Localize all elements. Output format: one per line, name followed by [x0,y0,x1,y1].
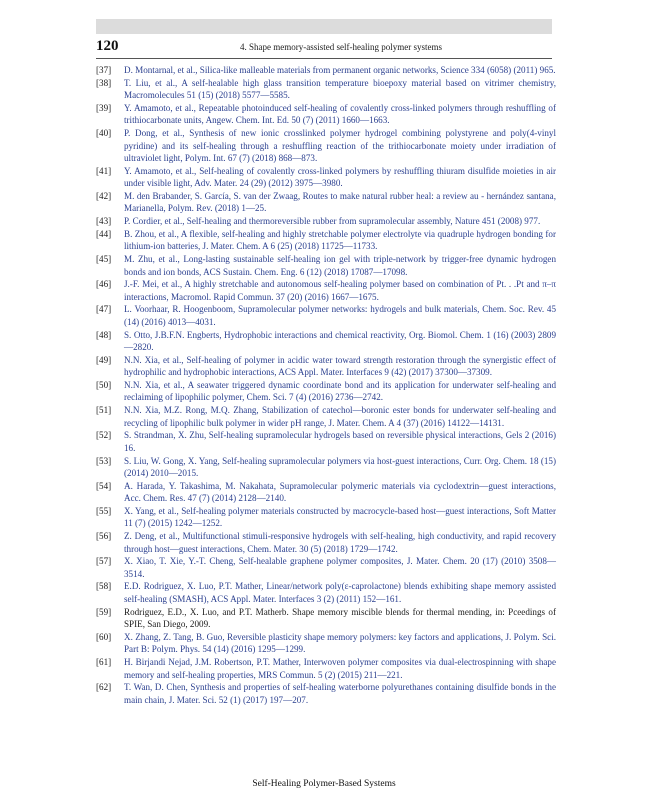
reference-number: [55] [96,505,112,516]
page-number: 120 [96,38,119,54]
reference-number: [60] [96,631,112,642]
reference-number: [57] [96,556,112,567]
reference-link[interactable]: H. Birjandi Nejad, J.M. Robertson, P.T. Mather, Interwoven polymer composites via dual-electrospinning with shape memory and self-healing properties, MRS Commun. 5 (2) (2015) 211—221. [124,657,556,680]
reference-number: [47] [96,304,112,315]
reference-number: [54] [96,480,112,491]
reference-text: Rodriguez, E.D., X. Luo, and P.T. Matherb. Shape memory miscible blends for thermal mending, in: Pceedings of SPIE, San Diego, 2009. [124,606,556,630]
reference-item[interactable] [96,215,556,228]
reference-item[interactable] [96,455,556,480]
reference-link[interactable]: M. Zhu, et al., Long-lasting sustainable self-healing ion gel with triple-network by trigger-free dynamic hydrogen bonds and ion bonds, ACS Sustain. Chem. Eng. 6 (12) (2018) 17087—17098. [124,254,556,277]
reference-item[interactable] [96,429,556,454]
reference-number: [38] [96,77,112,88]
reference-link[interactable]: Y. Amamoto, et al., Repeatable photoinduced self-healing of covalently cross-linked polymers through reshuffling of trithiocarbonate units, Angew. Chem. Int. Ed. 50 (7) (2011) 1660—1663. [124,102,556,126]
reference-link[interactable]: S. Liu, W. Gong, X. Yang, Self-healing supramolecular polymers via host-guest interactions, Curr. Org. Chem. 18 (15) (2014) 2010—2015. [124,455,556,478]
reference-link[interactable]: N.N. Xia, et al., A seawater triggered dynamic coordinate bond and its application for underwater self-healing and reclaiming of lipophilic polymer, Chem. Sci. 7 (4) (2016) 2736—2742. [124,379,556,403]
reference-item[interactable] [96,102,556,127]
reference-link[interactable]: L. Voorhaar, R. Hoogenboom, Supramolecular polymer networks: hydrogels and bulk materials, Chem. Soc. Rev. 45 (14) (2016) 4013—4031. [124,304,556,327]
reference-link[interactable]: T. Wan, D. Chen, Synthesis and properties of self-healing waterborne polyurethanes containing disulfide bonds in the main chain, J. Mater. Sci. 52 (1) (2017) 197—207. [124,682,556,705]
reference-link[interactable]: B. Zhou, et al., A flexible, self-healing and highly stretchable polymer electrolyte via quadruple hydrogen bonding for lithium-ion batteries, J. Mater. Chem. A 6 (25) (2018) 11725—11733. [124,228,556,252]
reference-item[interactable] [96,253,556,278]
reference-number: [43] [96,216,112,227]
reference-link[interactable]: T. Liu, et al., A self-healable high glass transition temperature bioepoxy material based on vitrimer chemistry, Macromolecules 51 (15) (2018) 5577—5585. [124,77,556,101]
reference-item[interactable] [96,656,556,681]
reference-number: [45] [96,254,112,264]
reference-number: [51] [96,405,112,416]
reference-item[interactable] [96,64,556,77]
reference-number: [40] [96,128,112,139]
reference-item[interactable] [96,505,556,530]
header-rule [96,58,552,59]
reference-link[interactable]: E.D. Rodriguez, X. Luo, P.T. Mather, Linear/network poly(ε-caprolactone) blends exhibiting shape memory assisted self-healing (SMASH), ACS Appl. Mater. Interfaces 3 (2) (2011) 152—161. [124,581,556,604]
reference-link[interactable]: M. den Brabander, S. García, S. van der Zwaag, Routes to make natural rubber heal: a review au - hernández santana, Marianella, Polym. Rev. (2018) 1—25. [124,190,556,214]
reference-number: [48] [96,329,112,340]
reference-link[interactable]: N.N. Xia, et al., Self-healing of polymer in acidic water toward strength restoration through the synergistic effect of hydrophilic and hydrophobic interactions, ACS Appl. Mater. Interfaces 9 (42) (2017) 37300—37309. [124,354,556,378]
reference-link[interactable]: P. Dong, et al., Synthesis of new ionic crosslinked polymer hydrogel combining polystyrene and poly(4-vinyl pyridine) and its self-healing through a reshuffling reaction of the trithiocarbonate moiety under irradiation of ultraviolet light, Polym. Int. 67 (7) (2018) 868—873. [124,128,556,164]
reference-item[interactable] [96,530,556,555]
reference-item[interactable] [96,329,556,354]
reference-item[interactable] [96,681,556,706]
reference-link[interactable]: J.-F. Mei, et al., A highly stretchable and autonomous self-healing polymer based on combination of Pt. . .Pt and π–π interactions, Macromol. Rapid Commun. 37 (20) (2016) 1667—1675. [124,279,556,302]
reference-item[interactable] [96,228,556,253]
reference-number: [49] [96,354,112,365]
reference-item[interactable] [96,278,556,303]
footer-book-title: Self-Healing Polymer-Based Systems [252,779,396,789]
page-header [96,38,552,56]
reference-link[interactable]: N.N. Xia, M.Z. Rong, M.Q. Zhang, Stabilization of catechol—boronic ester bonds for underwater self-healing and recycling of lipophilic bulk polymer in wider pH range, J. Mater. Chem. A 4 (37) (2016) 14122—14131. [124,405,556,428]
reference-number: [56] [96,531,112,542]
reference-item[interactable] [96,404,556,429]
reference-number: [37] [96,65,112,75]
reference-number: [53] [96,455,112,466]
reference-number: [62] [96,682,112,693]
reference-number: [61] [96,657,112,667]
reference-link[interactable]: A. Harada, Y. Takashima, M. Nakahata, Supramolecular polymeric materials via cyclodextrin—guest interactions, Acc. Chem. Res. 47 (7) (2014) 2128—2140. [124,480,556,504]
reference-item[interactable] [96,555,556,580]
reference-number: [42] [96,190,112,201]
chapter-title: 4. Shape memory-assisted self-healing polymer systems [240,42,442,52]
reference-link[interactable]: P. Cordier, et al., Self-healing and thermoreversible rubber from supramolecular assembly, Nature 451 (2008) 977. [124,216,541,227]
reference-number: [50] [96,379,112,390]
reference-item[interactable] [96,77,556,102]
reference-item[interactable] [96,580,556,605]
reference-number: [41] [96,165,112,176]
reference-link[interactable]: S. Strandman, X. Zhu, Self-healing supramolecular hydrogels based on reversible physical interactions, Gels 2 (2016) 16. [124,430,556,453]
reference-item[interactable] [96,190,556,215]
reference-list [96,64,556,706]
reference-link[interactable]: X. Zhang, Z. Tang, B. Guo, Reversible plasticity shape memory polymers: key factors and applications, J. Polym. Sci. Part B: Polym. Phys. 54 (14) (2016) 1295—1299. [124,631,556,655]
reference-item[interactable] [96,480,556,505]
reference-link[interactable]: Y. Amamoto, et al., Self-healing of covalently cross-linked polymers by reshuffling thiuram disulfide moieties in air under visible light, Adv. Mater. 24 (29) (2012) 3975—3980. [124,165,556,189]
reference-item[interactable] [96,303,556,328]
reference-item[interactable] [96,631,556,656]
reference-link[interactable]: D. Montarnal, et al., Silica-like malleable materials from permanent organic networks, Science 334 (6058) (2011) 965. [124,65,556,75]
reference-number: [44] [96,228,112,239]
reference-item [96,606,556,631]
reference-item[interactable] [96,354,556,379]
reference-link[interactable]: X. Xiao, T. Xie, Y.-T. Cheng, Self-healable graphene polymer composites, J. Mater. Chem. 20 (17) (2010) 3508—3514. [124,556,556,579]
reference-item[interactable] [96,127,556,165]
reference-number: [39] [96,102,112,113]
reference-number: [46] [96,279,112,290]
reference-item[interactable] [96,379,556,404]
header-bar [96,19,552,34]
reference-item[interactable] [96,165,556,190]
reference-link[interactable]: X. Yang, et al., Self-healing polymer materials constructed by macrocycle-based host—guest interactions, Soft Matter 11 (7) (2015) 1242—1252. [124,505,556,529]
reference-link[interactable]: Z. Deng, et al., Multifunctional stimuli-responsive hydrogels with self-healing, high conductivity, and rapid recovery through host—guest interactions, Chem. Mater. 30 (5) (2018) 1729—1742. [124,531,556,554]
reference-number: [52] [96,430,112,441]
reference-link[interactable]: S. Otto, J.B.F.N. Engberts, Hydrophobic interactions and chemical reactivity, Org. Biomol. Chem. 1 (16) (2003) 2809—2820. [124,329,556,353]
reference-number: [58] [96,581,112,592]
reference-number: [59] [96,606,112,617]
